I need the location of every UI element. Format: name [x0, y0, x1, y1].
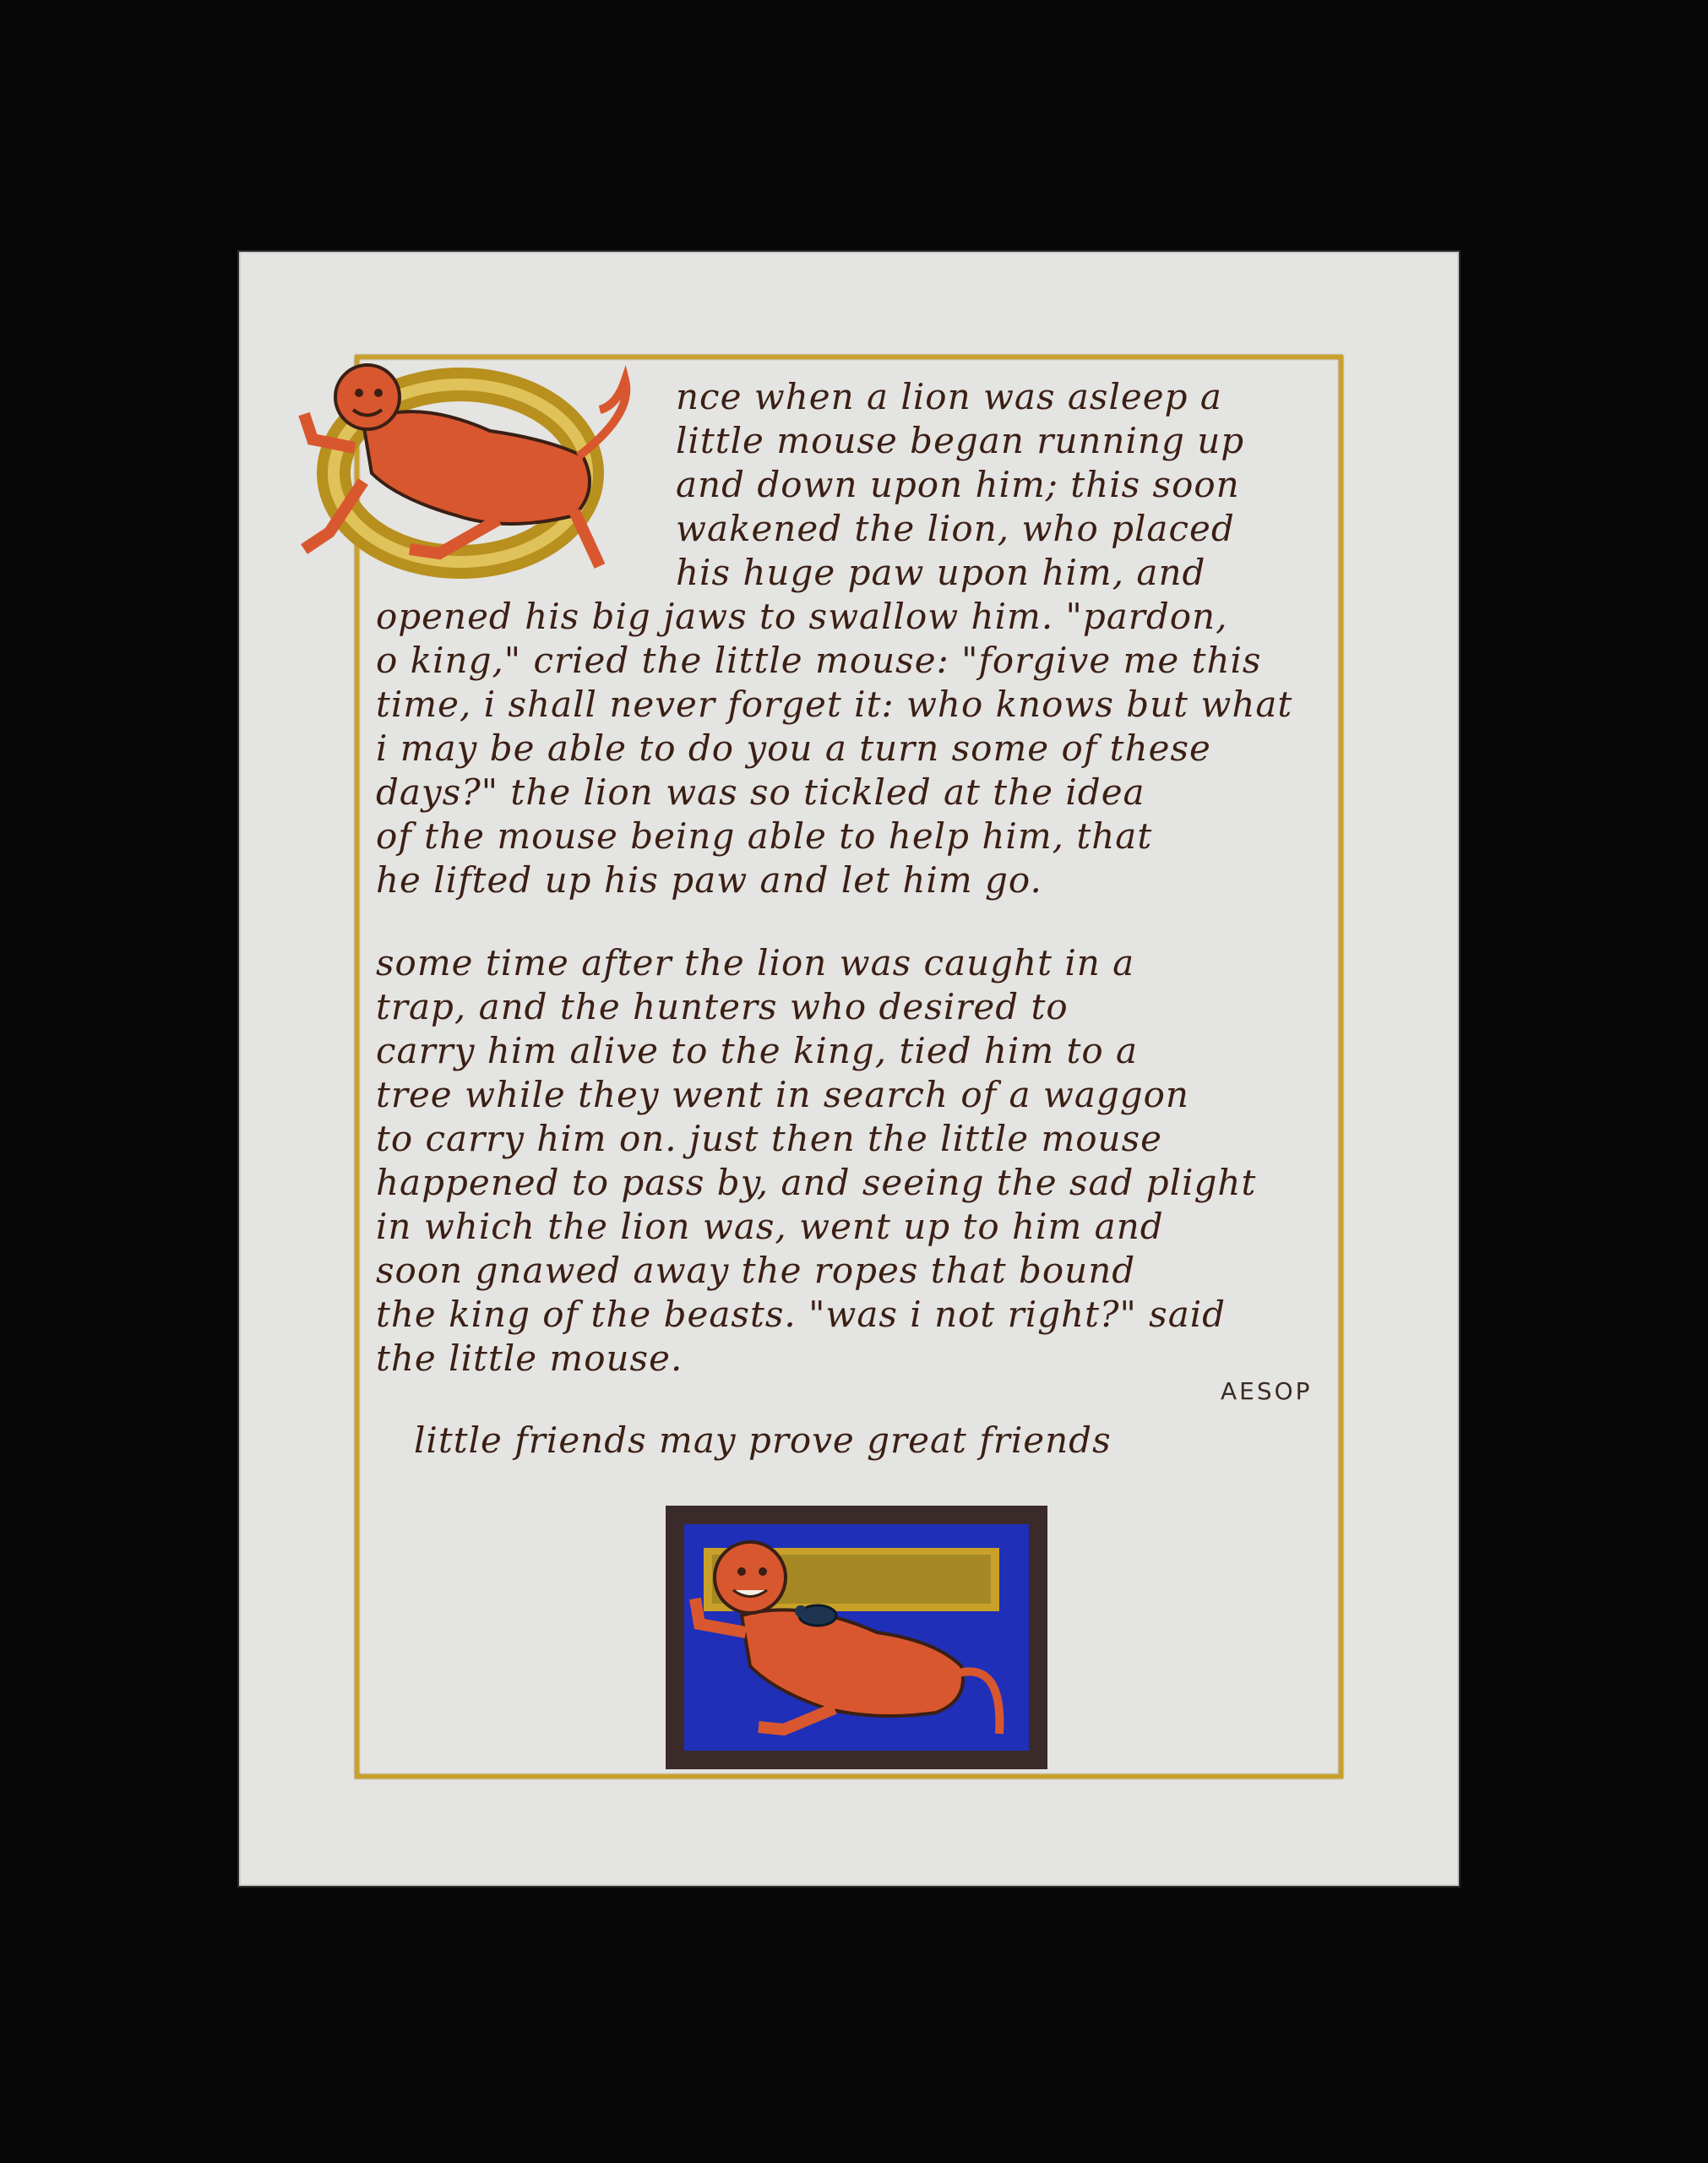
stanza2-line: to carry him on. just then the little mouse — [376, 1118, 1163, 1159]
moral-line: little friends may prove great friends — [414, 1419, 1112, 1461]
stanza1-line: days?" the lion was so tickled at the idea — [376, 771, 1145, 813]
stanza2-line: in which the lion was, went up to him and — [376, 1206, 1164, 1247]
stanza2-line: happened to pass by, and seeing the sad plight — [376, 1162, 1257, 1203]
stanza1-line: his huge paw upon him, and — [676, 552, 1206, 593]
stanza1-line: of the mouse being able to help him, that — [376, 815, 1153, 857]
stanza2-line: trap, and the hunters who desired to — [376, 986, 1069, 1027]
stanza1-line: and down upon him; this soon — [676, 464, 1240, 505]
author-signature: AESOP — [1221, 1377, 1313, 1405]
stanza1-line: nce when a lion was asleep a — [676, 376, 1222, 417]
lion-miniature-icon — [666, 1506, 1047, 1769]
stanza2-line: the little mouse. — [376, 1338, 683, 1379]
stanza1-line: i may be able to do you a turn some of these — [376, 727, 1211, 769]
stanza1-line: he lifted up his paw and let him go. — [376, 859, 1042, 901]
stanza1-line: little mouse began running up — [676, 420, 1245, 461]
stanza2-line: carry him alive to the king, tied him to a — [376, 1030, 1139, 1071]
stanza2-line: soon gnawed away the ropes that bound — [376, 1250, 1136, 1291]
stanza2-line: tree while they went in search of a waggon — [376, 1074, 1189, 1115]
stanza1-line: time, i shall never forget it: who knows but what — [376, 684, 1293, 725]
stanza1-line: o king," cried the little mouse: "forgive me this — [376, 640, 1262, 681]
stanza1-line: opened his big jaws to swallow him. "pardon, — [376, 596, 1228, 637]
stanza2-line: the king of the beasts. "was i not right?" said — [376, 1294, 1227, 1335]
stanza2-line: some time after the lion was caught in a — [376, 942, 1135, 983]
stanza1-line: wakened the lion, who placed — [676, 508, 1235, 549]
